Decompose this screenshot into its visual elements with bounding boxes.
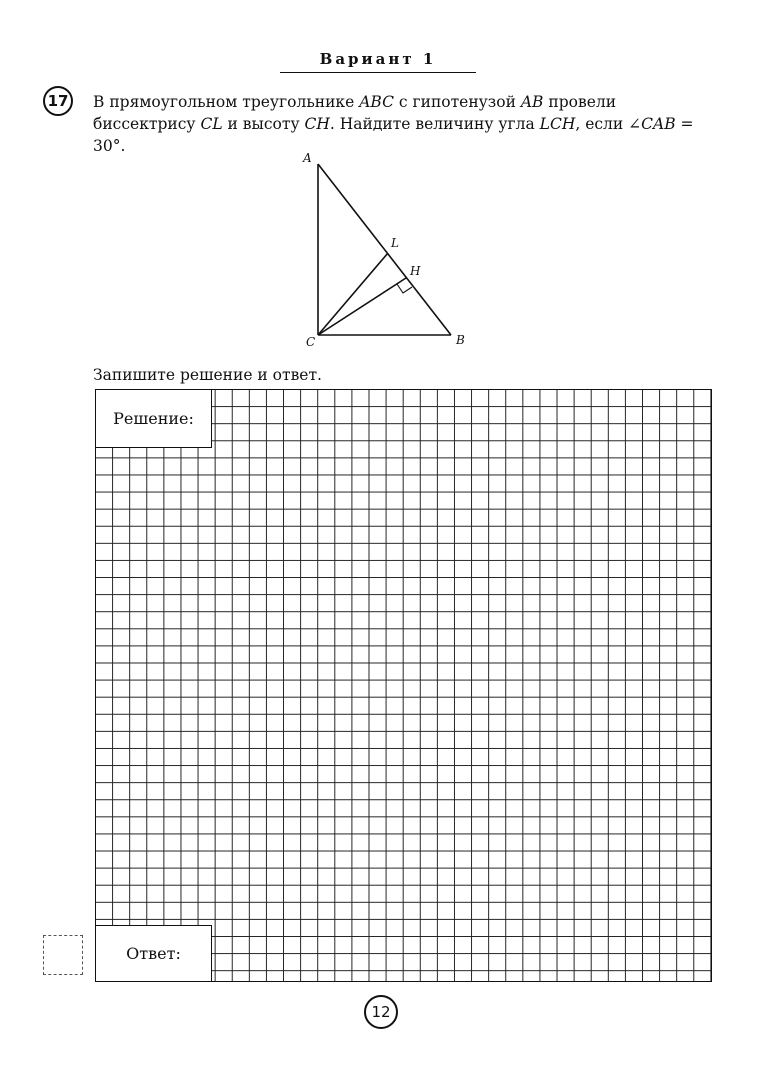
task-text-part: = 30°. bbox=[93, 115, 694, 155]
solution-label: Решение: bbox=[113, 409, 194, 428]
instruction-text: Запишите решение и ответ. bbox=[93, 366, 322, 384]
variant-header: Вариант 1 bbox=[280, 50, 476, 73]
bisector-cl bbox=[318, 253, 388, 335]
label-b: B bbox=[456, 333, 465, 347]
task-text-part: . Найдите величину угла bbox=[329, 115, 540, 133]
label-h: H bbox=[410, 264, 421, 278]
task-var-abc: ABC bbox=[359, 93, 394, 111]
label-a: A bbox=[303, 151, 312, 165]
task-var-ab: AB bbox=[520, 93, 544, 111]
task-var-lch: LCH bbox=[539, 115, 576, 133]
task-text-part: и высоту bbox=[222, 115, 305, 133]
page-number: 12 bbox=[364, 995, 398, 1029]
task-var-ch: CH bbox=[304, 115, 330, 133]
triangle-figure bbox=[300, 150, 480, 355]
task-text-part: с гипотенузой bbox=[393, 93, 521, 111]
score-box bbox=[43, 935, 83, 975]
task-number-badge: 17 bbox=[43, 86, 73, 116]
label-l: L bbox=[391, 236, 399, 250]
label-c: C bbox=[306, 335, 316, 349]
task-text-part: В прямоугольном треугольнике bbox=[93, 93, 360, 111]
answer-label: Ответ: bbox=[126, 944, 181, 963]
task-var-cab: ∠CAB bbox=[628, 115, 676, 133]
height-ch bbox=[318, 278, 406, 335]
answer-label-box bbox=[96, 925, 212, 981]
task-var-cl: CL bbox=[200, 115, 223, 133]
task-text-part: провели биссектрису bbox=[93, 93, 617, 133]
right-angle-mark bbox=[397, 284, 412, 293]
side-ab bbox=[318, 164, 451, 335]
task-text-part: , если bbox=[575, 115, 629, 133]
answer-grid[interactable] bbox=[95, 389, 712, 982]
solution-label-box bbox=[96, 390, 212, 448]
task-text bbox=[93, 91, 718, 157]
